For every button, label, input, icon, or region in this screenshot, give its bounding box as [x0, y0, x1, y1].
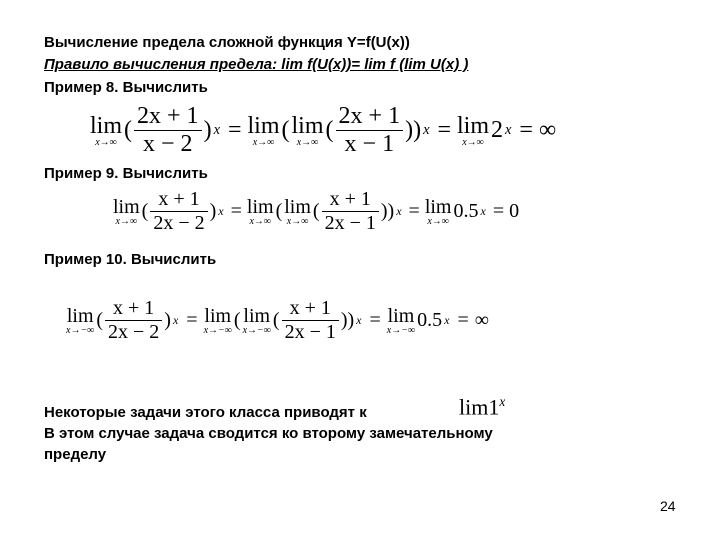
note-line-2: В этом случае задача сводится ко второму замечательному — [44, 425, 493, 442]
lim-operator: lim x→∞ — [246, 196, 274, 227]
lim-operator: lim x→∞ — [424, 196, 452, 227]
lim-operator: lim x→−∞ — [386, 305, 416, 336]
note-line-1: Некоторые задачи этого класса приводят к — [44, 404, 367, 421]
lim-operator: lim x→∞ — [291, 113, 324, 148]
fraction: $\frac{x + 1}{2x - 1}$ — [322, 188, 379, 235]
note-line-3: пределу — [44, 446, 107, 463]
example-9-formula: lim x→∞ ( $\frac{x + 1}{2x - 2}$ ) x = lim x→∞ ( lim x→∞ ( $\frac{x + 1}{2x - 1}$ )) x = lim x→∞ 0.5 x = 0 — [113, 188, 520, 234]
lim-operator: lim x→∞ — [113, 196, 140, 227]
note-formula: lim1$^x$ — [459, 394, 506, 420]
lim-operator: lim x→∞ — [90, 113, 123, 148]
lim-operator: lim x→∞ — [247, 113, 280, 148]
fraction: $\frac{x + 1}{2x - 1}$ — [282, 297, 339, 344]
slide-title: Вычисление предела сложной функция Y=f(U(x)) — [44, 34, 410, 51]
example-10-formula: lim x→−∞ ( $\frac{x + 1}{2x - 2}$ ) x = lim x→−∞ ( lim x→−∞ ( $\frac{x + 1}{2x - 1}$ )) x = lim x→−∞ 0.5 x = ∞ — [66, 297, 489, 343]
fraction: $\frac{2x + 1}{x - 2}$ — [134, 103, 202, 158]
lim-operator: lim x→−∞ — [242, 305, 271, 336]
fraction: $\frac{2x + 1}{x - 1}$ — [336, 103, 404, 158]
example-8-formula: lim x→∞ ( $\frac{2x + 1}{x - 2}$ ) x = lim x→∞ ( lim x→∞ ( $\frac{2x + 1}{x - 1}$ )) x = lim x→∞ 2 x = ∞ — [90, 103, 557, 157]
limit-rule: Правило вычисления предела: lim f(U(x))= lim f (lim U(x) ) — [44, 56, 469, 73]
page-number: 24 — [660, 498, 676, 514]
lim-operator: lim x→−∞ — [66, 305, 95, 336]
lim-operator: lim x→−∞ — [203, 305, 232, 336]
lim-operator: lim x→∞ — [457, 113, 490, 148]
example-8-label: Пример 8. Вычислить — [44, 79, 208, 96]
fraction: $\frac{x + 1}{2x - 2}$ — [105, 297, 162, 344]
fraction: $\frac{x + 1}{2x - 2}$ — [150, 188, 207, 235]
example-10-label: Пример 10. Вычислить — [44, 251, 217, 268]
example-9-label: Пример 9. Вычислить — [44, 165, 208, 182]
lim-operator: lim x→∞ — [284, 196, 311, 227]
